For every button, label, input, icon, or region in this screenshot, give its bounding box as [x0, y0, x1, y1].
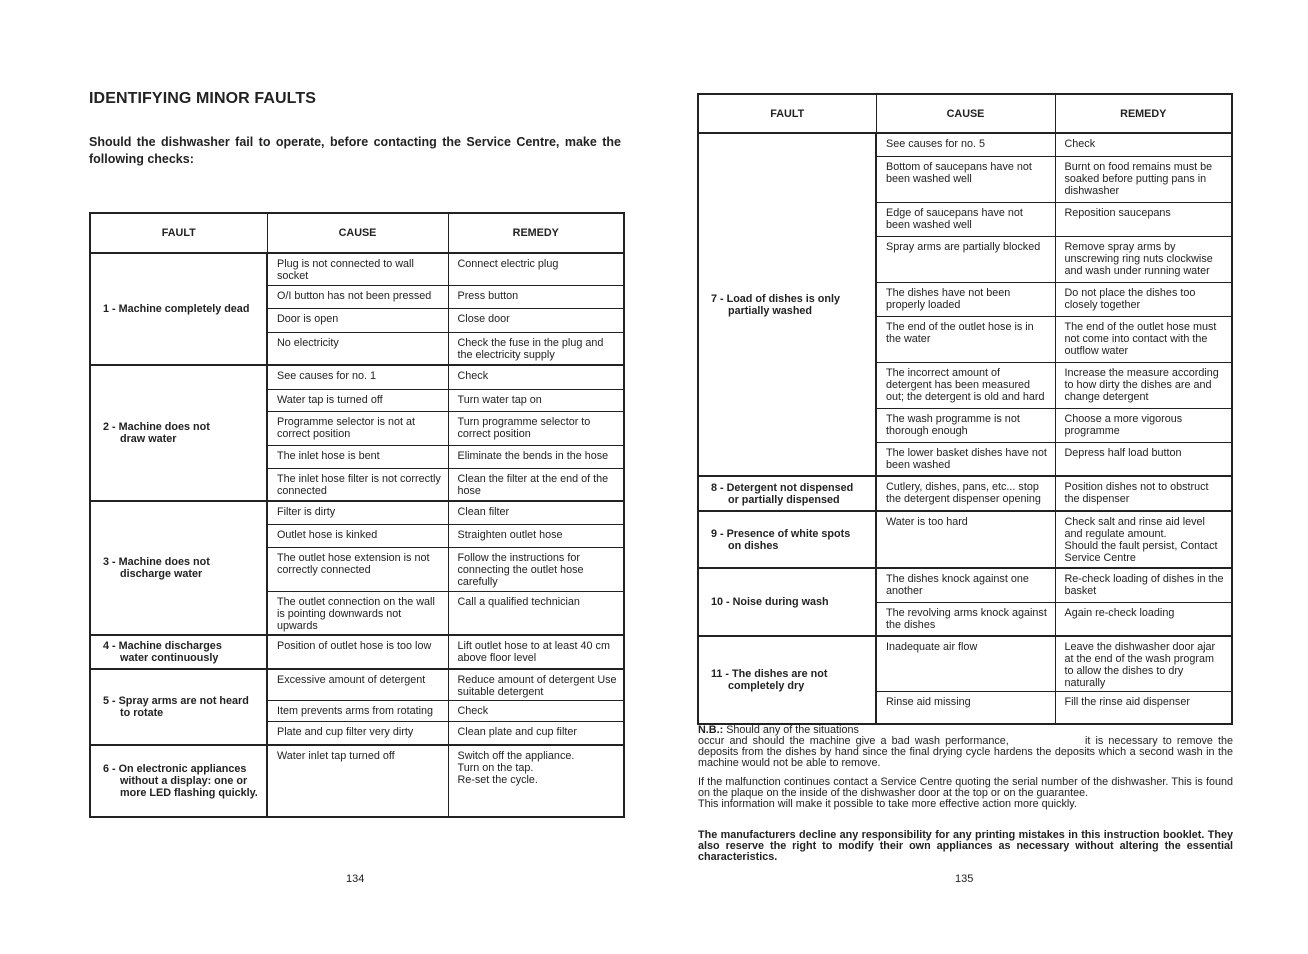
disclaimer-text: The manufacturers decline any responsibility for any printing mistakes in this instruction booklet. They also reserve the right to modify their own appliances as necessary without altering the essential characteristics.	[698, 829, 1233, 863]
remedy-cell: Depress half load button	[1055, 442, 1232, 476]
remedy-cell: Check	[448, 701, 624, 722]
fault-text: Detergent not dispensed	[726, 481, 854, 494]
nb-text-3: it is necessary to remove the deposits from the dishes by hand since the final drying cycle hardens the deposits which a second wash in the machine would not be able to remove.	[698, 735, 1234, 769]
header-fault: FAULT	[90, 213, 267, 253]
cause-cell: Outlet hose is kinked	[267, 524, 448, 547]
fault-text-continued: or partially dispensed	[728, 493, 840, 506]
remedy-cell: Remove spray arms by unscrewing ring nuts clockwise and wash under running water	[1055, 236, 1232, 282]
cause-cell: Excessive amount of detergent	[267, 669, 448, 701]
fault-number: 9 -	[711, 527, 724, 540]
fault-text-continued: without a display: one or more LED flashing quickly.	[120, 774, 258, 799]
cause-cell: Plug is not connected to wall socket	[267, 253, 448, 285]
fault-text: Machine discharges	[118, 640, 222, 652]
cause-cell: No electricity	[267, 332, 448, 365]
fault-label	[103, 695, 249, 707]
fault-label	[103, 640, 222, 652]
remedy-cell: Check salt and rinse aid level and regulate amount. Should the fault persist, Contact Service Centre	[1055, 511, 1232, 568]
remedy-cell: Clean the filter at the end of the hose	[448, 468, 624, 501]
cause-cell: Water is too hard	[876, 511, 1055, 568]
fault-text-continued: completely dry	[728, 679, 805, 692]
remedy-cell: Close door	[448, 308, 624, 332]
cause-cell: Filter is dirty	[267, 501, 448, 524]
fault-label	[711, 668, 827, 680]
header-fault: FAULT	[698, 94, 876, 133]
nb-text-1: Should any of the situations	[726, 724, 859, 736]
fault-cell	[90, 745, 267, 817]
table-row	[698, 636, 1232, 692]
remedy-cell: Burnt on food remains must be soaked before putting pans in dishwasher	[1055, 156, 1232, 202]
fault-text: Load of dishes is only	[726, 292, 840, 305]
fault-label	[711, 528, 850, 540]
cause-cell: Bottom of saucepans have not been washed well	[876, 156, 1055, 202]
cause-cell: The inlet hose filter is not correctly connected	[267, 468, 448, 501]
remedy-cell: Clean filter	[448, 501, 624, 524]
fault-table-left	[89, 212, 625, 818]
fault-label	[711, 596, 829, 608]
fault-text-continued: to rotate	[120, 706, 164, 719]
fault-text: The dishes are not	[732, 667, 828, 680]
cause-cell: Cutlery, dishes, pans, etc... stop the detergent dispenser opening	[876, 476, 1055, 511]
table-row	[698, 133, 1232, 156]
cause-cell: The incorrect amount of detergent has been measured out; the detergent is old and hard	[876, 362, 1055, 408]
nb-note	[698, 725, 1233, 818]
fault-text: Presence of white spots	[726, 527, 851, 540]
fault-text: Machine does not	[118, 421, 210, 433]
fault-text-continued: discharge water	[120, 568, 203, 580]
remedy-cell: The end of the outlet hose must not come into contact with the outflow water	[1055, 316, 1232, 362]
fault-cell	[698, 133, 876, 476]
remedy-cell: Reposition saucepans	[1055, 202, 1232, 236]
table-row	[90, 669, 624, 701]
fault-table-right	[697, 93, 1233, 725]
table-row	[90, 253, 624, 285]
table-row	[698, 476, 1232, 511]
remedy-cell: Clean plate and cup filter	[448, 722, 624, 745]
intro-text: Should the dishwasher fail to operate, before contacting the Service Centre, make the following checks:	[89, 135, 621, 166]
cause-cell: O/I button has not been pressed	[267, 285, 448, 308]
cause-cell: The wash programme is not thorough enough	[876, 408, 1055, 442]
remedy-cell: Press button	[448, 285, 624, 308]
cause-cell: See causes for no. 1	[267, 365, 448, 389]
remedy-cell: Turn water tap on	[448, 389, 624, 411]
fault-cell	[90, 501, 267, 635]
cause-cell: The inlet hose is bent	[267, 445, 448, 468]
fault-number: 8 -	[711, 481, 724, 494]
remedy-cell: Choose a more vigorous programme	[1055, 408, 1232, 442]
cause-cell: The lower basket dishes have not been washed	[876, 442, 1055, 476]
fault-text: Spray arms are not heard	[118, 694, 249, 707]
fault-number: 2 -	[103, 421, 116, 433]
fault-cell	[90, 253, 267, 365]
cause-cell: Programme selector is not at correct position	[267, 411, 448, 445]
fault-label	[103, 421, 210, 433]
fault-text-continued: water continuously	[120, 652, 219, 664]
cause-cell: Inadequate air flow	[876, 636, 1055, 692]
remedy-cell: Again re-check loading	[1055, 602, 1232, 636]
cause-cell: Rinse aid missing	[876, 692, 1055, 724]
remedy-cell: Check	[1055, 133, 1232, 156]
fault-text: Noise during wash	[732, 596, 829, 608]
info-text: This information will make it possible to take more effective action more quickly.	[698, 798, 1077, 810]
cause-cell: See causes for no. 5	[876, 133, 1055, 156]
cause-cell: Plate and cup filter very dirty	[267, 722, 448, 745]
remedy-cell: Re-check loading of dishes in the basket	[1055, 568, 1232, 602]
fault-number: 4 -	[103, 640, 116, 652]
fault-cell	[90, 365, 267, 501]
header-cause: CAUSE	[267, 213, 448, 253]
fault-text: Machine completely dead	[118, 303, 250, 315]
table-row	[90, 745, 624, 817]
remedy-cell: Switch off the appliance. Turn on the tap. Re-set the cycle.	[448, 745, 624, 817]
cause-cell: The dishes knock against one another	[876, 568, 1055, 602]
table-row	[698, 511, 1232, 568]
fault-text-continued: partially washed	[728, 304, 813, 317]
fault-label	[103, 763, 246, 775]
fault-label	[711, 482, 853, 494]
remedy-cell: Position dishes not to obstruct the dispenser	[1055, 476, 1232, 511]
cause-cell: Water tap is turned off	[267, 389, 448, 411]
header-remedy: REMEDY	[1055, 94, 1232, 133]
fault-text: Machine does not	[118, 556, 210, 568]
fault-label	[103, 303, 249, 315]
fault-number: 1 -	[103, 303, 116, 315]
fault-cell	[90, 669, 267, 745]
malfunction-text: If the malfunction continues contact a Service Centre quoting the serial number of the dishwasher. This is found on the plaque on the inside of the dishwasher door at the top or on the guarantee.	[698, 776, 1233, 799]
cause-cell: The end of the outlet hose is in the water	[876, 316, 1055, 362]
remedy-cell: Increase the measure according to how dirty the dishes are and change detergent	[1055, 362, 1232, 408]
cause-cell: Spray arms are partially blocked	[876, 236, 1055, 282]
cause-cell: The outlet hose extension is not correctly connected	[267, 547, 448, 591]
remedy-cell: Follow the instructions for connecting the outlet hose carefully	[448, 547, 624, 591]
fault-number: 10 -	[711, 596, 730, 608]
fault-cell	[90, 635, 267, 669]
remedy-cell: Connect electric plug	[448, 253, 624, 285]
fault-label	[103, 556, 210, 568]
cause-cell: The dishes have not been properly loaded	[876, 282, 1055, 316]
fault-number: 7 -	[711, 292, 724, 305]
fault-cell	[698, 476, 876, 511]
fault-cell	[698, 568, 876, 636]
table-row	[90, 365, 624, 389]
fault-text: On electronic appliances	[118, 762, 247, 775]
fault-number: 6 -	[103, 762, 116, 775]
nb-text-2: occur and should the machine give a bad wash performance,	[698, 735, 1009, 747]
fault-text-continued: draw water	[120, 433, 177, 445]
remedy-cell: Check	[448, 365, 624, 389]
fault-number: 11 -	[711, 667, 730, 680]
table-row	[90, 501, 624, 524]
fault-text-continued: on dishes	[728, 539, 779, 552]
fault-number: 5 -	[103, 694, 116, 707]
fault-number: 3 -	[103, 556, 116, 568]
remedy-cell: Leave the dishwasher door ajar at the end of the wash program to allow the dishes to dry naturally	[1055, 636, 1232, 692]
header-cause: CAUSE	[876, 94, 1055, 133]
remedy-cell: Reduce amount of detergent Use suitable detergent	[448, 669, 624, 701]
table-row	[698, 568, 1232, 602]
remedy-cell: Straighten outlet hose	[448, 524, 624, 547]
cause-cell: Edge of saucepans have not been washed well	[876, 202, 1055, 236]
fault-cell	[698, 511, 876, 568]
cause-cell: Item prevents arms from rotating	[267, 701, 448, 722]
cause-cell: Door is open	[267, 308, 448, 332]
remedy-cell: Turn programme selector to correct position	[448, 411, 624, 445]
page-number: 134	[346, 873, 365, 885]
remedy-cell: Lift outlet hose to at least 40 cm above floor level	[448, 635, 624, 669]
page-title: IDENTIFYING MINOR FAULTS	[89, 90, 316, 107]
remedy-cell: Eliminate the bends in the hose	[448, 445, 624, 468]
header-remedy: REMEDY	[448, 213, 624, 253]
fault-label	[711, 293, 840, 305]
page-number: 135	[955, 873, 974, 885]
fault-cell	[698, 636, 876, 724]
cause-cell: Water inlet tap turned off	[267, 745, 448, 817]
remedy-cell: Check the fuse in the plug and the electricity supply	[448, 332, 624, 365]
cause-cell: The outlet connection on the wall is pointing downwards not upwards	[267, 591, 448, 635]
remedy-cell: Do not place the dishes too closely together	[1055, 282, 1232, 316]
nb-label: N.B.:	[698, 724, 724, 736]
cause-cell: The revolving arms knock against the dishes	[876, 602, 1055, 636]
remedy-cell: Fill the rinse aid dispenser	[1055, 692, 1232, 724]
cause-cell: Position of outlet hose is too low	[267, 635, 448, 669]
remedy-cell: Call a qualified technician	[448, 591, 624, 635]
table-row	[90, 635, 624, 669]
